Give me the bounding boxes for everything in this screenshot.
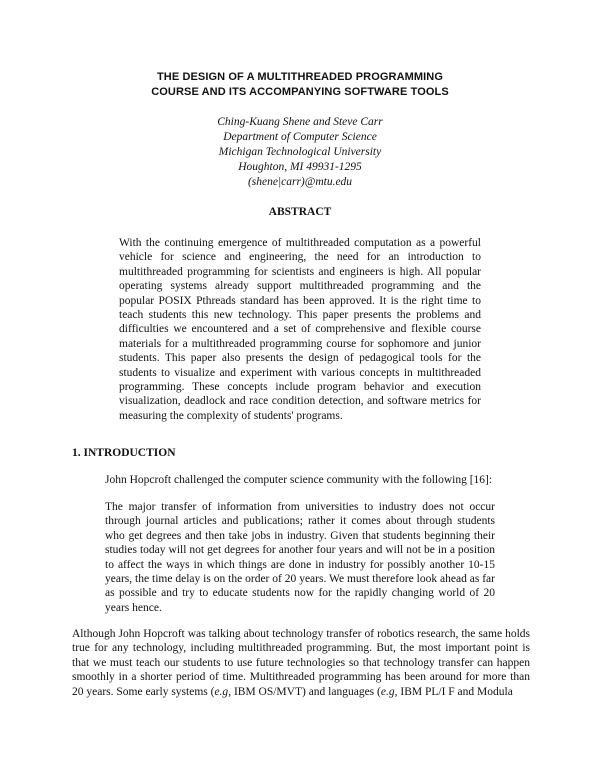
title-line-1: THE DESIGN OF A MULTITHREADED PROGRAMMING [156,71,444,83]
author-block [100,115,500,190]
eg-abbrev-2: e.g [380,685,395,698]
abstract-heading: ABSTRACT [268,206,332,218]
intro-paragraph [72,627,530,699]
author-names: Ching-Kuang Shene and Steve Carr [217,116,383,128]
intro-lead-sentence: John Hopcroft challenged the computer science community with the following [16]: [105,474,493,486]
intro-paragraph-part-b: , IBM OS/MVT) and languages ( [228,685,381,698]
author-university: Michigan Technological University [218,146,382,158]
abstract-text: With the continuing emergence of multithreaded computation as a powerful vehicle for science and engineering, the need for an introduction to multithreaded programming for scientists and engineers is high. All popular operating systems already support multithreaded programming and the popular POSIX Pthreads standard has been approved. It is the right time to teach students this new technology. This paper presents the problems and difficulties we encountered and a set of comprehensive and flexible course materials for a multithreaded programming course for sophomore and junior students. This paper also presents the design of pedagogical tools for the students to visualize and experiment with various concepts in multithreaded programming. These concepts include program behavior and execution visualization, deadlock and race condition detection, and software metrics for measuring the complexity of students' programs. [119,237,481,422]
hopcroft-quote: The major transfer of information from universities to industry does not occur through journal articles and publications; rather it comes about through students who get degrees and then take jobs in industry. Given that students beginning their studies today will not get degrees for another four years and will not be in a position to affect the ways in which things are done in industry for possibly another 10-15 years, the time delay is on the order of 20 years. We must therefore look ahead as far as possible and try to educate students now for the rapidly changing world of 20 years hence. [105,501,495,614]
section-heading-introduction: 1. INTRODUCTION [72,447,176,459]
paper-title [60,70,540,100]
eg-abbrev-1: e.g [214,685,229,698]
author-location: Houghton, MI 49931-1295 [238,161,362,173]
title-line-2: COURSE AND ITS ACCOMPANYING SOFTWARE TOOLS [151,86,449,98]
intro-paragraph-part-c: , IBM PL/I F and Modula [394,685,513,698]
author-department: Department of Computer Science [223,131,377,143]
author-email: (shene|carr)@mtu.edu [247,176,353,188]
intro-paragraph-part-a: Although John Hopcroft was talking about technology transfer of robotics research, the same holds true for any technology, including multithreaded programming. But, the most important point is that we must teach our students to use future technologies so that technology transfer can happen smoothly in a shorter period of time. Multithreaded programming has been around for more than 20 years. Some early systems ( [72,628,530,698]
